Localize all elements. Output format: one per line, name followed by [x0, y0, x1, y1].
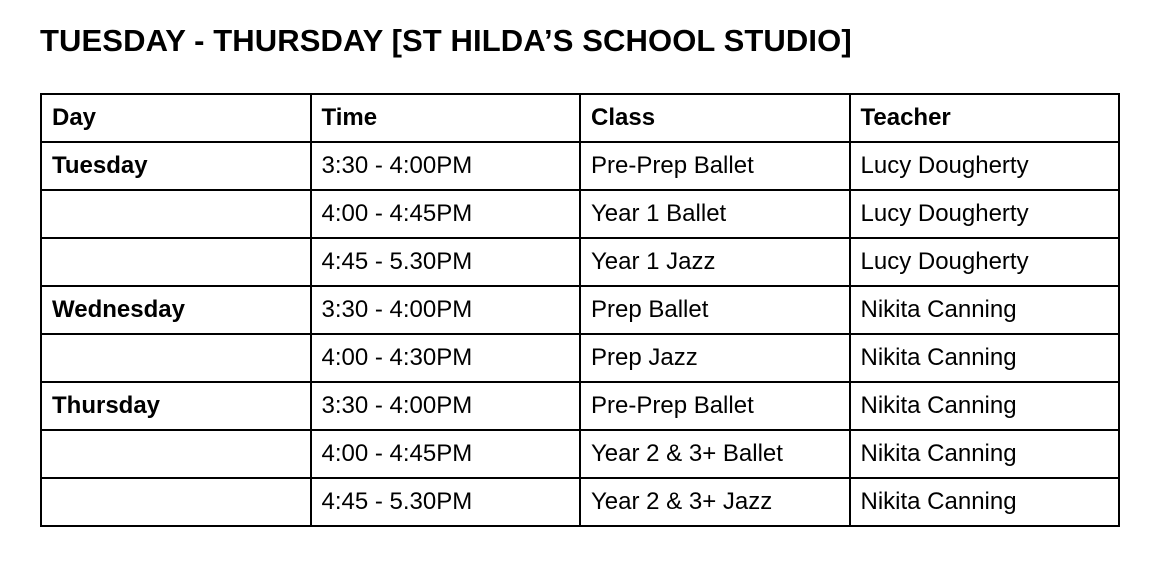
- time-cell: 3:30 - 4:00PM: [311, 382, 581, 430]
- table-row: [41, 286, 1119, 334]
- class-cell: Year 1 Jazz: [580, 238, 850, 286]
- page-title: TUESDAY - THURSDAY [ST HILDA’S SCHOOL STUDIO]: [40, 23, 852, 58]
- table-row: [41, 142, 1119, 190]
- time-cell: 4:45 - 5.30PM: [311, 238, 581, 286]
- class-cell: Year 2 & 3+ Ballet: [580, 430, 850, 478]
- column-header-time: Time: [311, 94, 581, 142]
- teacher-cell: Nikita Canning: [850, 430, 1120, 478]
- class-cell: Prep Jazz: [580, 334, 850, 382]
- teacher-cell: Nikita Canning: [850, 478, 1120, 526]
- time-cell: 3:30 - 4:00PM: [311, 142, 581, 190]
- class-cell: Prep Ballet: [580, 286, 850, 334]
- teacher-cell: Nikita Canning: [850, 382, 1120, 430]
- class-cell: Pre-Prep Ballet: [580, 142, 850, 190]
- table-row: [41, 430, 1119, 478]
- teacher-cell: Nikita Canning: [850, 286, 1120, 334]
- class-cell: Year 2 & 3+ Jazz: [580, 478, 850, 526]
- day-cell: [41, 478, 311, 526]
- day-cell: Wednesday: [41, 286, 311, 334]
- table-row: [41, 382, 1119, 430]
- time-cell: 4:45 - 5.30PM: [311, 478, 581, 526]
- class-cell: Pre-Prep Ballet: [580, 382, 850, 430]
- table-row: [41, 478, 1119, 526]
- table-row: [41, 334, 1119, 382]
- teacher-cell: Lucy Dougherty: [850, 238, 1120, 286]
- time-cell: 3:30 - 4:00PM: [311, 286, 581, 334]
- column-header-teacher: Teacher: [850, 94, 1120, 142]
- teacher-cell: Nikita Canning: [850, 334, 1120, 382]
- day-cell: Tuesday: [41, 142, 311, 190]
- class-cell: Year 1 Ballet: [580, 190, 850, 238]
- column-header-day: Day: [41, 94, 311, 142]
- day-cell: [41, 430, 311, 478]
- time-cell: 4:00 - 4:45PM: [311, 430, 581, 478]
- table-row: [41, 190, 1119, 238]
- time-cell: 4:00 - 4:30PM: [311, 334, 581, 382]
- teacher-cell: Lucy Dougherty: [850, 142, 1120, 190]
- time-cell: 4:00 - 4:45PM: [311, 190, 581, 238]
- teacher-cell: Lucy Dougherty: [850, 190, 1120, 238]
- day-cell: [41, 190, 311, 238]
- day-cell: Thursday: [41, 382, 311, 430]
- column-header-class: Class: [580, 94, 850, 142]
- table-header-row: [41, 94, 1119, 142]
- schedule-table: [40, 93, 1120, 527]
- day-cell: [41, 238, 311, 286]
- day-cell: [41, 334, 311, 382]
- table-row: [41, 238, 1119, 286]
